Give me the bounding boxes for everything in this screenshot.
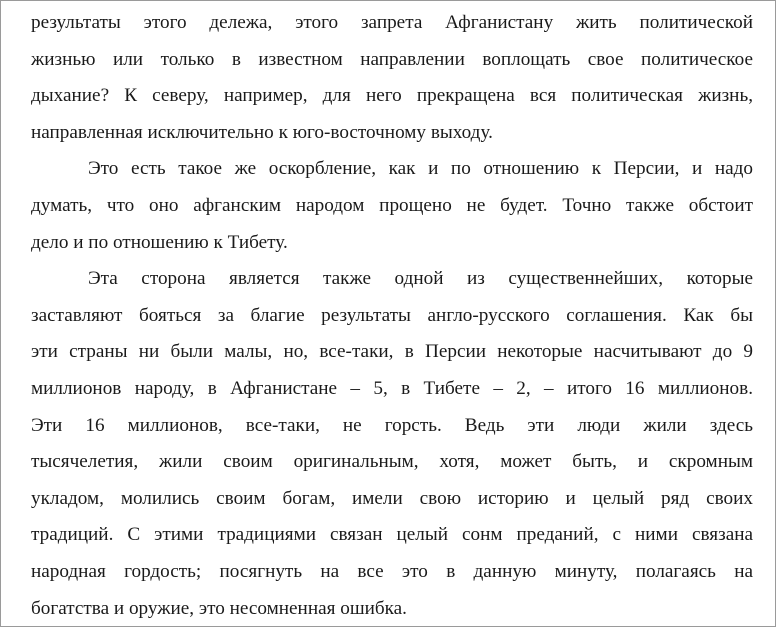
text-line: укладом, молились своим богам, имели свою историю и целый ряд своих (31, 487, 753, 509)
text-line: Эта сторона является также одной из существеннейших, которые (88, 268, 753, 290)
text-line: направленная исключительно к юго-восточному выходу. (31, 121, 493, 143)
text-line: богатства и оружие, это несомненная ошибка. (31, 597, 407, 619)
text-line: тысячелетия, жили своим оригинальным, хотя, может быть, и скромным (31, 451, 753, 473)
text-line: традиций. С этими традициями связан целый сонм преданий, с ними связана (31, 524, 753, 546)
text-line: миллионов народу, в Афганистане – 5, в Тибете – 2, – итого 16 миллионов. (31, 377, 753, 399)
text-line: результаты этого дележа, этого запрета Афганистану жить политической (31, 12, 753, 33)
document-text (31, 5, 753, 627)
text-line: заставляют бояться за благие результаты англо-русского соглашения. Как бы (31, 304, 753, 326)
text-line: жизнью или только в известном направлении воплощать свое политическое (31, 48, 753, 70)
text-line: Эти 16 миллионов, все-таки, не горсть. Ведь эти люди жили здесь (31, 414, 753, 436)
text-line: дело и по отношению к Тибету. (31, 231, 288, 253)
text-line: эти страны ни были малы, но, все-таки, в Персии некоторые насчитывают до 9 (31, 341, 753, 363)
text-line: дыхание? К северу, например, для него прекращена вся политическая жизнь, (31, 85, 753, 107)
text-line: Это есть такое же оскорбление, как и по отношению к Персии, и надо (88, 158, 753, 180)
text-line: думать, что оно афганским народом прощено не будет. Точно также обстоит (31, 194, 753, 216)
text-line: народная гордость; посягнуть на все это в данную минуту, полагаясь на (31, 560, 753, 582)
